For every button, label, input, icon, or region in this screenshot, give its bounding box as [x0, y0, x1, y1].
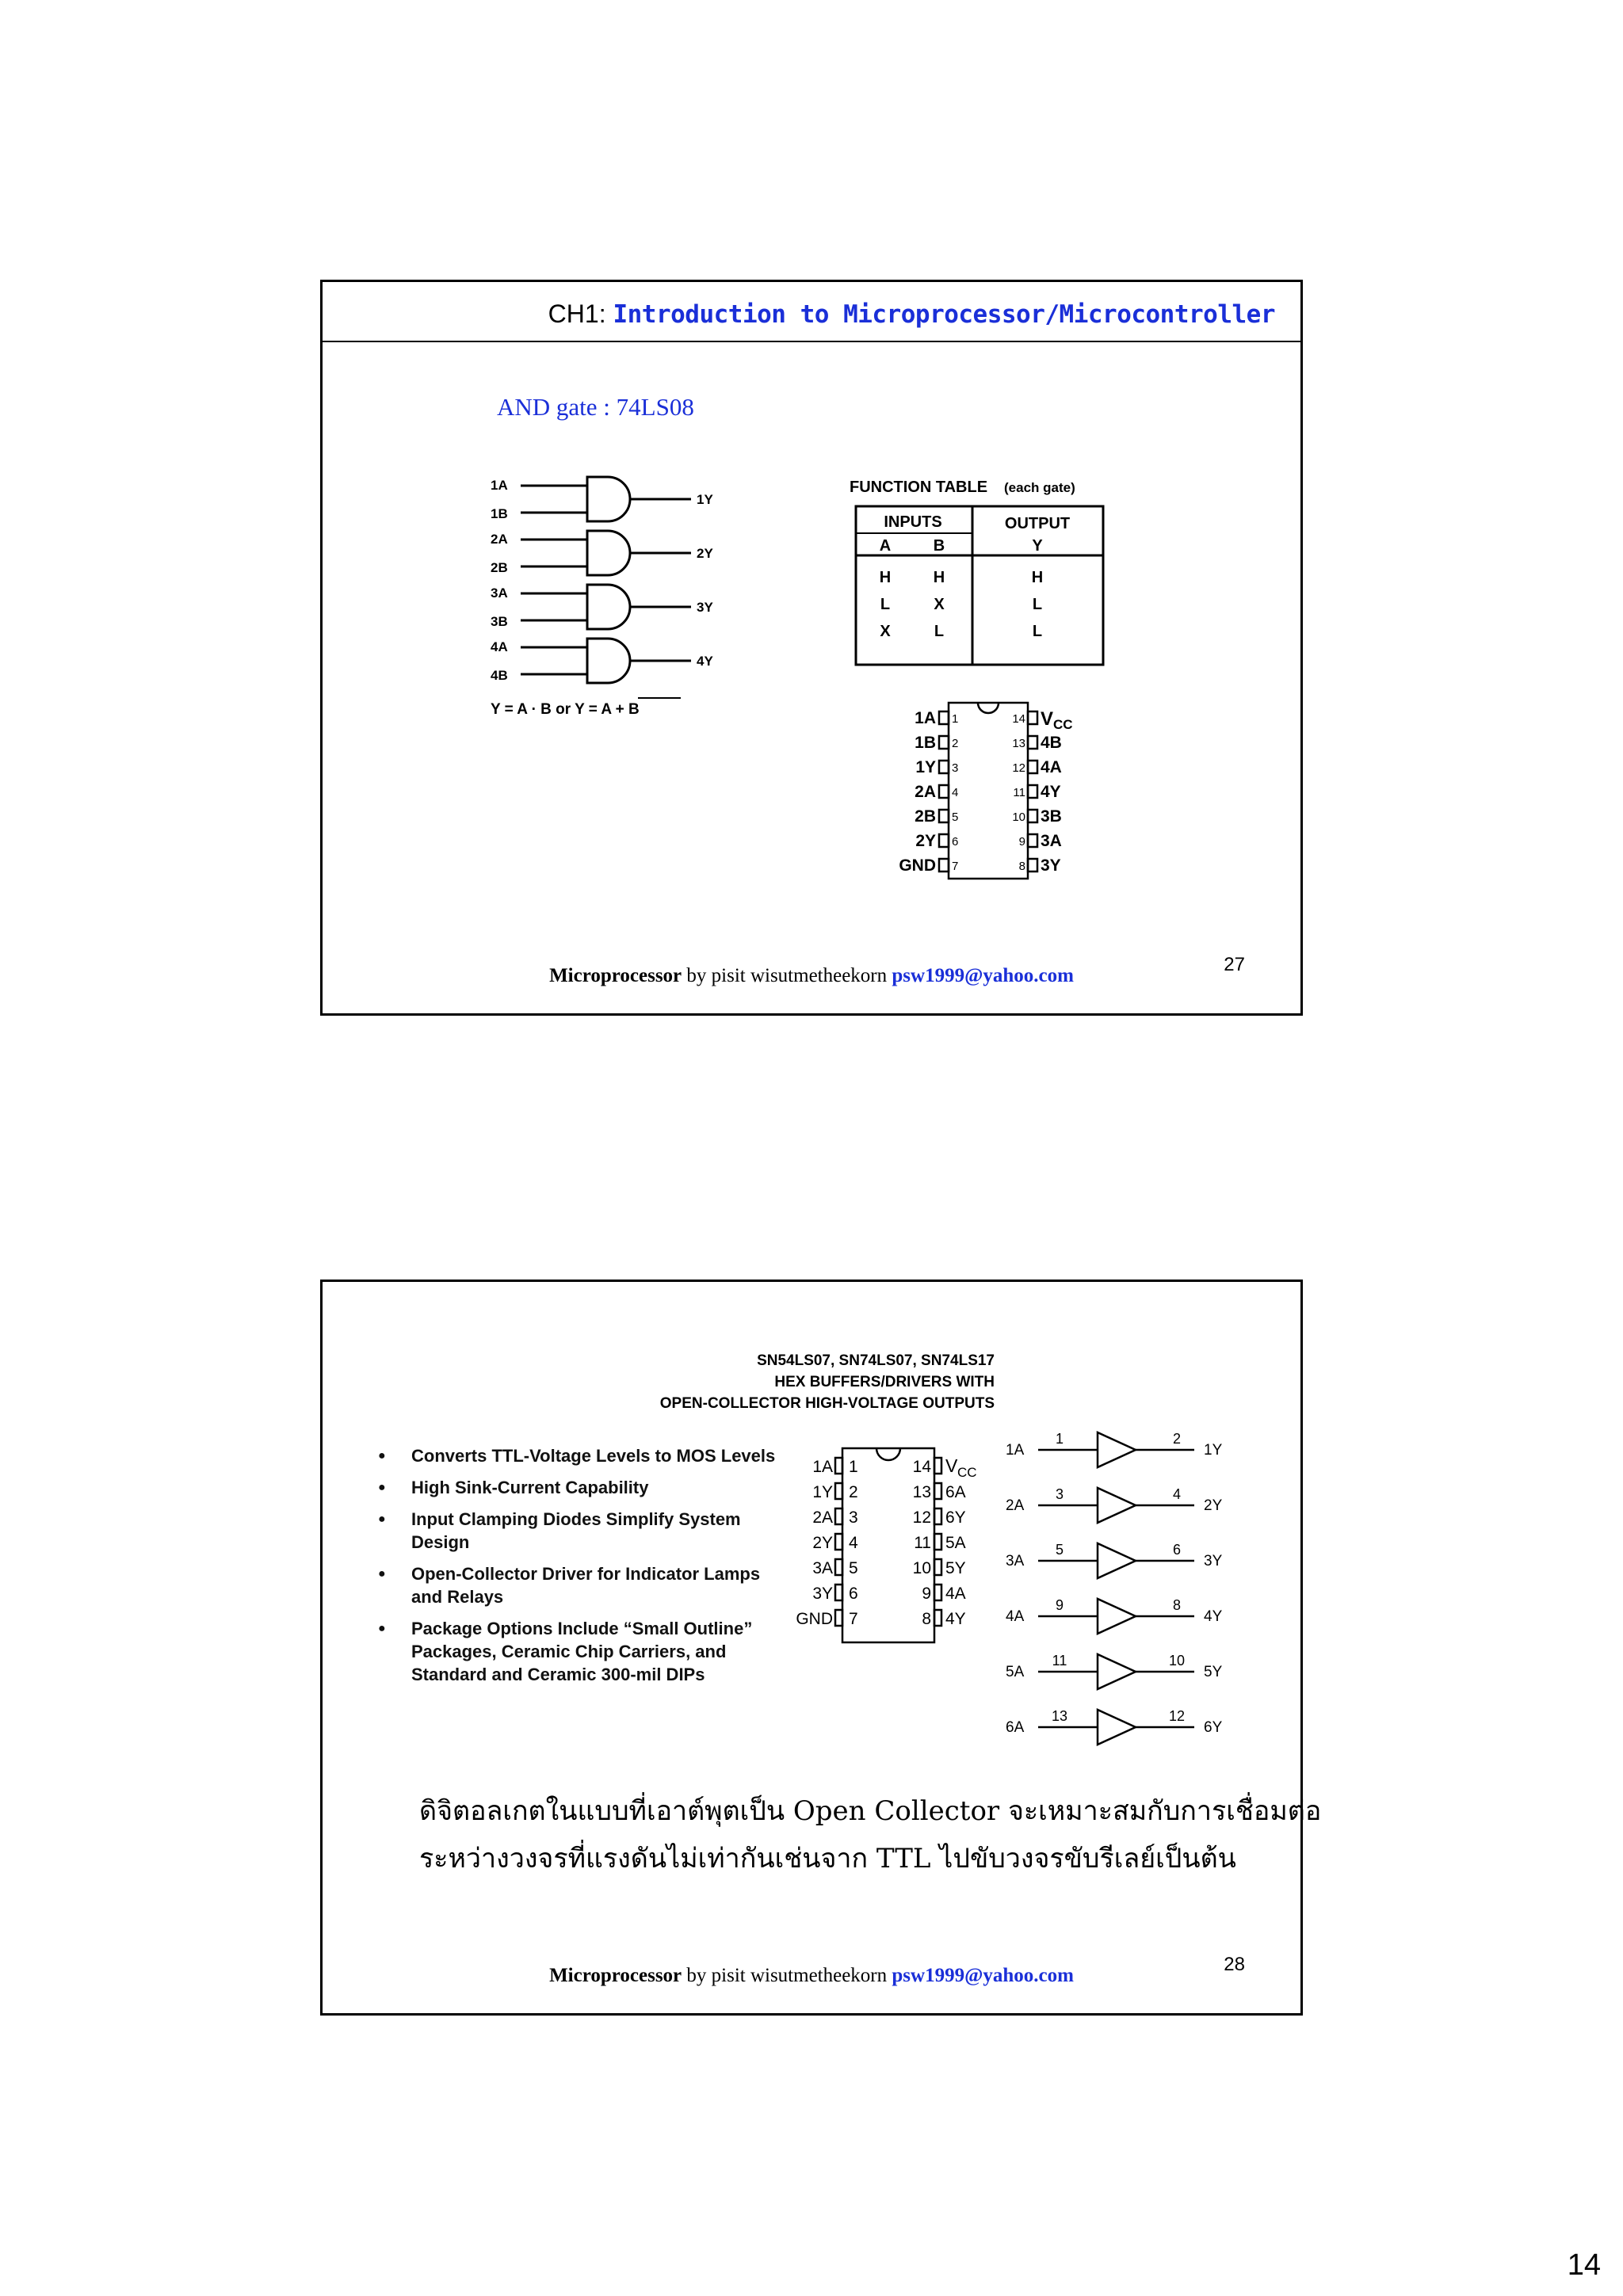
buffer-input: 6A: [1006, 1719, 1025, 1736]
pin-name: 3Y: [812, 1585, 833, 1603]
table-cell: L: [1032, 623, 1043, 640]
pin-number: 4: [952, 786, 959, 799]
slide-footer: [323, 1965, 1300, 1987]
pin-name: 4B: [1041, 734, 1062, 752]
thai-description: [419, 1787, 1322, 1882]
pin-number: 6: [849, 1585, 858, 1603]
footer-author: by pisit wisutmetheekorn: [682, 1965, 892, 1986]
function-table-note: (each gate): [1004, 480, 1075, 495]
ic-pinout-74ls08: [869, 698, 1099, 888]
pin-name: 3A: [812, 1559, 833, 1577]
footer-brand: Microprocessor: [549, 1965, 682, 1986]
feature-item: ● Package Options Include “Small Outline” Packages, Ceramic Chip Carriers, and Standard and Ceramic 300-mil DIPs: [378, 1617, 790, 1686]
and-gate-diagram: [489, 472, 774, 726]
pin-name: 6Y: [945, 1508, 966, 1527]
buffer-output: 4Y: [1204, 1608, 1223, 1625]
pin-name: 1B: [915, 734, 936, 752]
header-b: B: [933, 537, 945, 555]
buffer-output: 6Y: [1204, 1719, 1223, 1736]
header-y: Y: [1032, 537, 1043, 555]
buffer-diagram: [1002, 1425, 1256, 1765]
pin-name: GND: [899, 856, 936, 875]
datasheet-title: [624, 1349, 1020, 1413]
pin-name: 5A: [945, 1534, 966, 1552]
pin-name: 3Y: [1041, 856, 1061, 875]
buffer-pin: 9: [1055, 1597, 1064, 1613]
pin-number: 10: [1012, 810, 1025, 824]
pin-name: 6A: [945, 1483, 966, 1501]
pin-label: 4B: [491, 668, 508, 683]
pin-label: 1A: [491, 478, 508, 493]
pin-number: 1: [952, 712, 959, 726]
pin-label: 3Y: [697, 600, 713, 615]
feature-item: ● Converts TTL-Voltage Levels to MOS Levels: [378, 1444, 790, 1467]
gate-equation: Y = A · B or Y = A + B: [491, 701, 640, 718]
pin-number: 11: [914, 1534, 931, 1552]
header-inputs: INPUTS: [884, 513, 942, 531]
pin-name: 4A: [945, 1585, 966, 1603]
buffer-output: 3Y: [1204, 1553, 1223, 1569]
slide-title: [548, 299, 1275, 329]
buffer-pin: 3: [1055, 1486, 1064, 1502]
pin-number: 8: [1018, 860, 1025, 873]
table-cell: X: [880, 623, 891, 640]
pin-number: 14: [912, 1458, 931, 1476]
pin-number: 1: [849, 1458, 858, 1476]
buffer-pin: 13: [1051, 1708, 1068, 1724]
pin-number: 14: [1012, 712, 1025, 726]
pin-name: 4A: [1041, 758, 1062, 776]
pin-number: 4: [849, 1534, 858, 1552]
pin-name: 1A: [812, 1458, 833, 1476]
pin-name: 4Y: [945, 1610, 966, 1628]
chapter-title: Introduction to Microprocessor/Microcontroller: [613, 300, 1275, 329]
buffer-input: 1A: [1006, 1442, 1025, 1459]
pin-number: 10: [912, 1559, 931, 1577]
feature-item: ● High Sink-Current Capability: [378, 1476, 790, 1499]
pin-label: 1Y: [697, 492, 713, 507]
header-a: A: [879, 537, 892, 555]
buffer-pin: 10: [1168, 1653, 1186, 1669]
pin-label: 1B: [491, 506, 508, 521]
slide-footer: [323, 965, 1300, 987]
datasheet-title-line: SN54LS07, SN74LS07, SN74LS17: [757, 1352, 995, 1369]
slide-page-number: 27: [1224, 954, 1245, 975]
slide-27: [320, 280, 1303, 1016]
pin-label: 4Y: [697, 654, 713, 669]
pin-label: 2A: [491, 532, 508, 547]
footer-author: by pisit wisutmetheekorn: [682, 965, 892, 986]
pin-name-sub: CC: [1053, 717, 1073, 732]
datasheet-title-line: OPEN-COLLECTOR HIGH-VOLTAGE OUTPUTS: [659, 1395, 995, 1412]
pin-name: 1Y: [915, 758, 936, 776]
buffer-pin: 1: [1055, 1431, 1064, 1447]
buffer-pin: 12: [1168, 1708, 1186, 1724]
footer-email: psw1999@yahoo.com: [892, 965, 1074, 986]
slide-page-number: 28: [1224, 1954, 1245, 1975]
pin-name: 2A: [812, 1508, 833, 1527]
pin-name: GND: [796, 1610, 833, 1628]
datasheet-title-line: HEX BUFFERS/DRIVERS WITH: [774, 1374, 995, 1390]
buffer-pin: 11: [1052, 1653, 1067, 1669]
pin-number: 7: [849, 1610, 858, 1628]
thai-line: ระหว่างวงจรที่แรงดันไม่เท่ากันเช่นจาก TTL ไปขับวงจรขับรีเลย์เป็นต้น: [419, 1843, 1236, 1875]
pin-name: V: [1041, 708, 1054, 730]
buffer-output: 2Y: [1204, 1497, 1223, 1514]
pin-number: 12: [1012, 761, 1025, 775]
pin-number: 2: [849, 1483, 858, 1501]
buffer-pin: 4: [1172, 1486, 1182, 1502]
buffer-input: 3A: [1006, 1553, 1025, 1569]
pin-label: 4A: [491, 639, 508, 654]
buffer-input: 2A: [1006, 1497, 1025, 1514]
pin-name-sub: CC: [957, 1465, 977, 1480]
pin-name: V: [945, 1455, 958, 1476]
pin-number: 7: [952, 860, 959, 873]
table-cell: X: [934, 596, 945, 613]
chapter-prefix: CH1:: [548, 299, 613, 328]
pin-number: 12: [912, 1508, 931, 1527]
function-table-title: FUNCTION TABLE: [850, 479, 988, 496]
pin-number: 9: [922, 1585, 931, 1603]
pin-name: 2Y: [915, 832, 936, 850]
pin-number: 6: [952, 835, 959, 849]
ic-pinout-ls07: [782, 1440, 996, 1654]
slide-28: [320, 1280, 1322, 2016]
feature-item: ● Open-Collector Driver for Indicator Lamps and Relays: [378, 1562, 790, 1608]
function-table: [850, 476, 1119, 674]
header-output: OUTPUT: [1004, 515, 1071, 532]
pin-name: 4Y: [1041, 783, 1061, 801]
table-cell: H: [879, 569, 892, 586]
pin-name: 2Y: [812, 1534, 833, 1552]
sheet-page-number: 14: [1567, 2248, 1601, 2282]
pin-label: 2Y: [697, 546, 713, 561]
pin-name: 5Y: [945, 1559, 966, 1577]
buffer-pin: 8: [1172, 1597, 1182, 1613]
pin-label: 3B: [491, 614, 508, 629]
feature-item: ● Input Clamping Diodes Simplify System Design: [378, 1508, 790, 1554]
buffer-pin: 6: [1172, 1542, 1182, 1558]
pin-number: 3: [952, 761, 959, 775]
pin-name: 2B: [915, 807, 936, 826]
footer-brand: Microprocessor: [549, 965, 682, 986]
buffer-input: 5A: [1006, 1664, 1025, 1680]
pin-name: 3B: [1041, 807, 1062, 826]
pin-label: 3A: [491, 585, 508, 601]
pin-name: 1Y: [812, 1483, 833, 1501]
pin-name: 1A: [915, 709, 936, 727]
footer-email: psw1999@yahoo.com: [892, 1965, 1074, 1986]
buffer-output: 5Y: [1204, 1664, 1223, 1680]
pin-number: 5: [952, 810, 959, 824]
pin-number: 2: [952, 737, 959, 750]
pin-number: 3: [849, 1508, 858, 1527]
table-cell: L: [934, 623, 945, 640]
buffer-pin: 2: [1172, 1431, 1182, 1447]
buffer-input: 4A: [1006, 1608, 1025, 1625]
pin-label: 2B: [491, 560, 508, 575]
table-cell: H: [933, 569, 945, 586]
buffer-pin: 5: [1055, 1542, 1064, 1558]
slide-header: [323, 282, 1300, 342]
buffer-output: 1Y: [1204, 1442, 1223, 1459]
pin-number: 13: [1012, 737, 1025, 750]
pin-number: 5: [849, 1559, 858, 1577]
feature-list: [378, 1444, 790, 1695]
pin-number: 13: [912, 1483, 931, 1501]
pin-name: 3A: [1041, 832, 1062, 850]
pin-number: 8: [922, 1610, 931, 1628]
table-cell: H: [1031, 569, 1044, 586]
thai-line: ดิจิตอลเกตในแบบที่เอาต์พุตเป็น Open Collector จะเหมาะสมกับการเชื่อมต่อ: [419, 1795, 1322, 1827]
table-cell: L: [880, 596, 891, 613]
pin-name: 2A: [915, 783, 936, 801]
table-cell: L: [1032, 596, 1043, 613]
pin-number: 9: [1018, 835, 1025, 849]
slide-subtitle: AND gate : 74LS08: [497, 393, 694, 421]
pin-number: 11: [1013, 786, 1025, 799]
